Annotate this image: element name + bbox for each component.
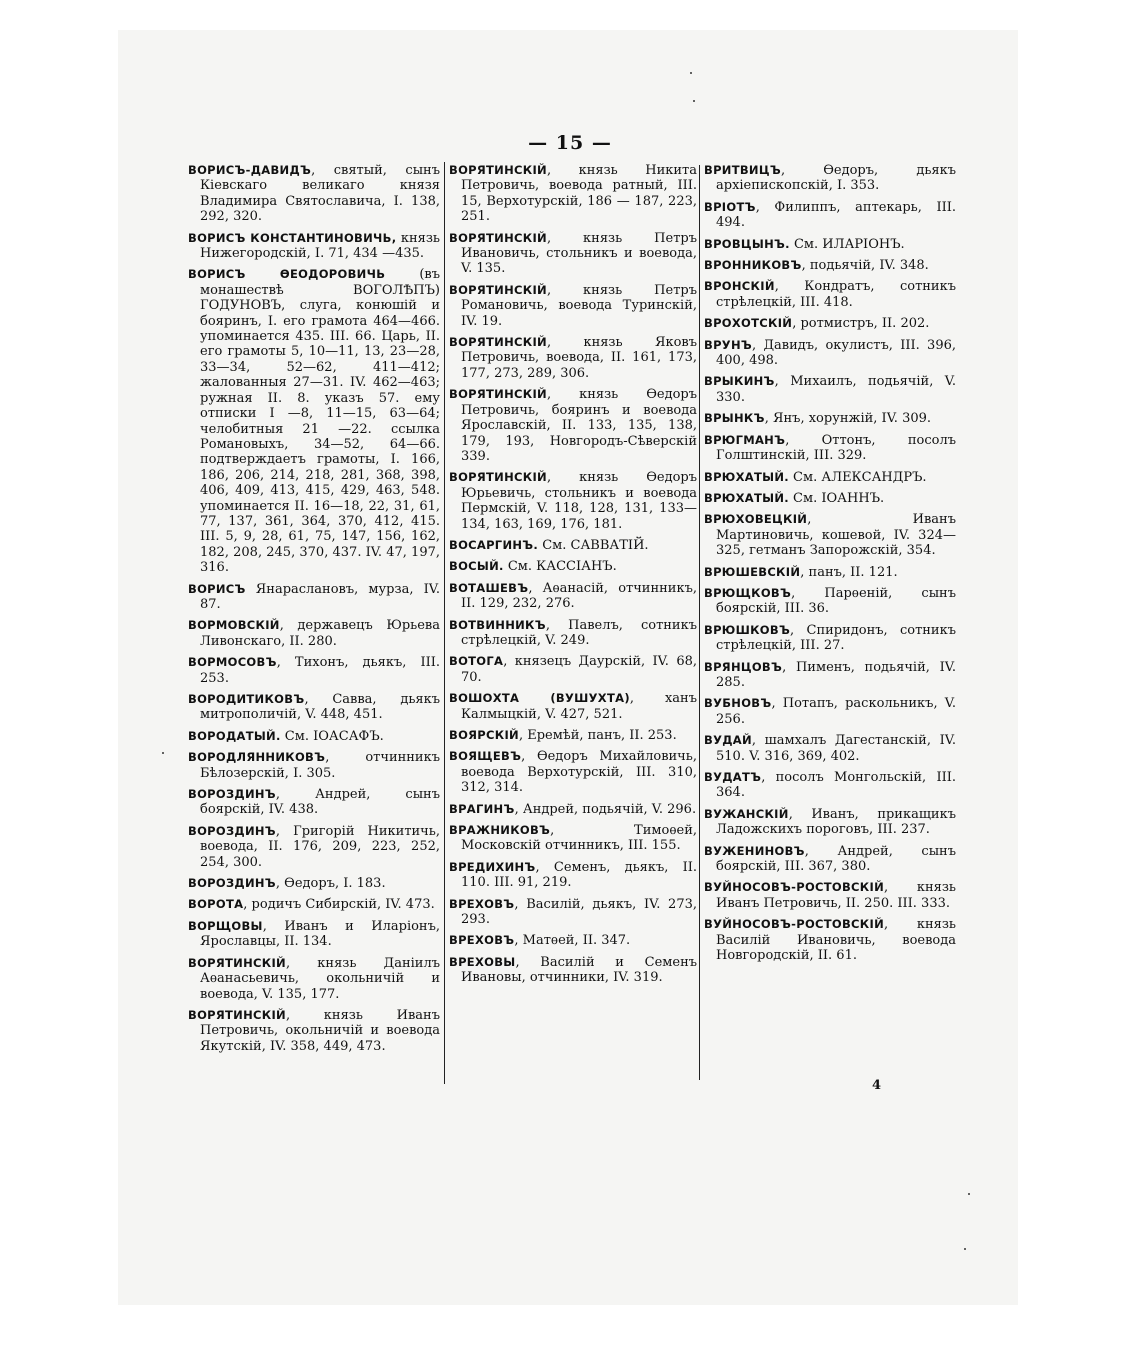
- entry-headword: ВРЯНЦОВЪ: [704, 659, 783, 674]
- index-entry: [188, 750, 440, 781]
- entry-headword: ВОСЫЙ.: [449, 559, 504, 574]
- entry-text: См. ИЛАРІОНЪ.: [789, 236, 905, 252]
- index-entry: [704, 433, 956, 464]
- index-entry: [704, 163, 956, 194]
- entry-headword: ВУБНОВЪ: [704, 696, 772, 711]
- entry-text: (въ монашествѣ ВОГОЛѢПЪ) ГОДУНОВЪ, слуга, конюшій и бояринъ, I. его грамота 464—466. упоминается 435. III. 66. Царь, II. его грамоты 5, 10—11, 13, 23—28, 33—34, 52—62, 411—412; жалованныя 27—31. IV. 462—463; ружная II. 8. указъ 57. ему отписки I —8, 11—15, 63—64; челобитныя 21 —22. ссылка Романовыхъ, 34—52, 64—66. подтверждаетъ грамоты, I. 166, 186, 206, 214, 218, 281, 368, 398, 406, 409, 413, 415, 429, 463, 548. упоминается II. 16—18, 22, 31, 61, 77, 137, 361, 364, 370, 412, 415. III. 5, 9, 28, 61, 75, 147, 156, 162, 182, 208, 245, 370, 437. IV. 47, 197, 316.: [200, 267, 440, 576]
- entry-headword: ВОРЯТИНСКІЙ: [449, 230, 547, 245]
- index-entry: [188, 231, 440, 262]
- entry-headword: ВРОВЦЫНЪ.: [704, 236, 790, 251]
- entry-text: , ханъ Калмыцкій, V. 427, 521.: [461, 691, 697, 722]
- entry-headword: ВОРИСЪ: [188, 581, 246, 596]
- entry-text: , посолъ Монгольскій, III. 364.: [716, 770, 956, 801]
- index-entry: [188, 655, 440, 686]
- index-column-2: [449, 163, 697, 992]
- entry-headword: ВУДАТЪ: [704, 770, 762, 784]
- entry-headword: ВРЫКИНЪ: [704, 374, 775, 389]
- index-entry: [704, 316, 956, 331]
- index-entry: [188, 618, 440, 649]
- entry-text: , князь Ѳедоръ Юрьевичь, стольникъ и воевода Пермскій, V. 118, 128, 131, 133—134, 163, 169, 176, 181.: [461, 470, 697, 532]
- entry-text: , князь Василій Ивановичь, воевода Новгородскій, II. 61.: [716, 917, 956, 964]
- entry-text: князь Нижегородскій, I. 71, 434 —435.: [200, 230, 440, 262]
- entry-text: , Андрей, сынъ боярскій, III. 367, 380.: [716, 843, 956, 875]
- index-entry: [188, 787, 440, 818]
- entry-text: , Парѳеній, сынъ боярскій, III. 36.: [716, 585, 956, 617]
- entry-text: , Ѳедоръ, I. 183.: [275, 876, 386, 892]
- index-entry: [188, 824, 440, 870]
- entry-headword: ВРОННИКОВЪ: [704, 258, 802, 273]
- index-entry: [704, 733, 956, 764]
- entry-text: , Семенъ, дьякъ, II. 110. III. 91, 219.: [461, 859, 697, 891]
- entry-text: , Ѳедоръ Михайловичь, воевода Верхотурскій, III. 310, 312, 314.: [461, 749, 697, 796]
- print-speck: [690, 72, 692, 74]
- entry-text: , Тимоѳей, Московскій отчинникъ, III. 155.: [461, 823, 697, 854]
- entry-text: , Иванъ Мартиновичь, кошевой, IV. 324—325, гетманъ Запорожскій, 354.: [716, 512, 956, 559]
- print-speck: [693, 100, 695, 102]
- entry-headword: ВОРОДЛЯННИКОВЪ: [188, 750, 326, 765]
- index-entry: [449, 823, 697, 854]
- entry-text: , князь Яковъ Петровичь, воевода, II. 161, 173, 177, 273, 289, 306.: [461, 335, 697, 381]
- entry-text: , Давидъ, окулистъ, III. 396, 400, 498.: [716, 337, 956, 369]
- print-speck: [964, 1248, 966, 1250]
- index-entry: [449, 955, 697, 986]
- entry-headword: ВОРЯТИНСКІЙ: [449, 335, 547, 350]
- entry-text: , князь Никита Петровичь, воевода ратный, III. 15, Верхотурскій, 186 — 187, 223, 251.: [461, 163, 697, 225]
- index-entry: [704, 660, 956, 691]
- entry-text: , Андрей, сынъ боярскій, IV. 438.: [200, 787, 440, 818]
- entry-headword: ВОРЯТИНСКІЙ: [188, 955, 286, 970]
- entry-headword: ВОШОХТА (ВУШУХТА): [449, 691, 630, 706]
- entry-text: , святый, сынъ Кіевскаго великаго князя Владимира Святославича, I. 138, 292, 320.: [200, 163, 440, 225]
- entry-headword: ВРЕХОВЪ: [449, 933, 515, 948]
- index-entry: [704, 844, 956, 875]
- index-entry: [704, 623, 956, 654]
- entry-text: , Григорій Никитичь, воевода, II. 176, 209, 223, 252, 254, 300.: [200, 823, 440, 870]
- entry-text: , Савва, дьякъ митрополичій, V. 448, 451.: [200, 692, 440, 723]
- index-entry: [704, 586, 956, 617]
- entry-text: Янараслановъ, мурза, IV. 87.: [200, 581, 440, 612]
- column-rule: [699, 165, 700, 1080]
- index-entry: [449, 163, 697, 225]
- index-entry: [188, 919, 440, 950]
- index-entry: [704, 338, 956, 369]
- index-entry: [449, 581, 697, 612]
- entry-text: , Андрей, подьячій, V. 296.: [514, 801, 697, 817]
- index-entry: [449, 231, 697, 277]
- entry-headword: ВУЖАНСКІЙ: [704, 806, 789, 821]
- entry-text: , князь Петръ Ивановичь, стольникъ и воевода, V. 135.: [461, 230, 697, 277]
- entry-headword: ВУДАЙ: [704, 733, 752, 748]
- entry-headword: ВРЮЩКОВЪ: [704, 585, 792, 600]
- entry-headword: ВУЖЕНИНОВЪ: [704, 843, 805, 858]
- entry-headword: ВРІОТЪ: [704, 199, 756, 214]
- entry-text: , подьячій, IV. 348.: [801, 258, 929, 274]
- index-entry: [704, 807, 956, 838]
- index-entry: [449, 691, 697, 722]
- index-entry: [704, 880, 956, 911]
- index-entry: [704, 237, 956, 252]
- entry-text: , князь Иванъ Петровичь, II. 250. III. 333.: [716, 880, 956, 911]
- index-entry: [188, 729, 440, 744]
- index-entry: [704, 411, 956, 426]
- entry-text: , Потапъ, раскольникъ, V. 256.: [716, 696, 956, 727]
- entry-headword: ВОЯРСКІЙ: [449, 728, 519, 742]
- entry-headword: ВРЫНКЪ: [704, 411, 765, 426]
- entry-headword: ВОТАШЕВЪ: [449, 580, 529, 595]
- entry-text: , отчинникъ Бѣлозерскій, I. 305.: [200, 750, 440, 781]
- entry-text: , Тихонъ, дьякъ, III. 253.: [200, 655, 440, 686]
- index-column-3: [704, 163, 956, 969]
- entry-text: , Ѳедоръ, дьякъ архіепископскій, I. 353.: [716, 163, 956, 194]
- entry-text: , князь Ѳедоръ Петровичь, бояринъ и воевода Ярославскій, II. 133, 135, 138, 179, 193, Новгородъ-Сѣверскій 339.: [461, 387, 697, 464]
- entry-headword: ВРИТВИЦЪ: [704, 163, 781, 177]
- entry-headword: ВРОХОТСКІЙ: [704, 316, 793, 331]
- entry-text: , Филиппъ, аптекарь, III. 494.: [716, 199, 956, 231]
- entry-headword: ВОРЯТИНСКІЙ: [188, 1007, 286, 1022]
- print-speck: [162, 752, 164, 754]
- index-entry: [704, 917, 956, 963]
- index-entry: [188, 692, 440, 723]
- entry-headword: ВОРЯТИНСКІЙ: [449, 163, 547, 177]
- entry-headword: ВОРОЗДИНЪ: [188, 787, 276, 802]
- entry-headword: ВРЮШЕВСКІЙ: [704, 564, 801, 579]
- entry-text: , Спиридонъ, сотникъ стрѣлецкій, III. 27.: [716, 622, 956, 654]
- index-entry: [704, 696, 956, 727]
- entry-text: , Еремѣй, панъ, II. 253.: [518, 728, 677, 743]
- entry-text: , державецъ Юрьева Ливонскаго, II. 280.: [200, 618, 440, 649]
- index-entry: [449, 749, 697, 795]
- entry-text: См. АЛЕКСАНДРЪ.: [788, 469, 927, 485]
- index-entry: [449, 470, 697, 532]
- index-entry: [188, 876, 440, 891]
- entry-text: , Оттонъ, посолъ Голштинскій, III. 329.: [716, 432, 956, 464]
- print-speck: [968, 1193, 970, 1195]
- index-entry: [188, 956, 440, 1002]
- entry-text: , родичъ Сибирскій, IV. 473.: [243, 897, 435, 913]
- entry-headword: ВРЕДИХИНЪ: [449, 859, 536, 874]
- entry-headword: ВОТВИННИКЪ: [449, 617, 546, 632]
- index-entry: [449, 860, 697, 891]
- entry-headword: ВРАГИНЪ: [449, 801, 515, 816]
- index-entry: [449, 283, 697, 329]
- entry-headword: ВОРОЗДИНЪ: [188, 823, 276, 838]
- entry-headword: ВРАЖНИКОВЪ: [449, 823, 551, 838]
- index-entry: [704, 770, 956, 801]
- entry-text: , Михаилъ, подьячій, V. 330.: [716, 374, 956, 405]
- entry-headword: ВОРЯТИНСКІЙ: [449, 470, 547, 485]
- entry-text: , ротмистръ, II. 202.: [792, 316, 930, 332]
- index-entry: [449, 728, 697, 743]
- signature-mark: 4: [872, 1078, 882, 1093]
- index-entry: [704, 258, 956, 273]
- index-entry: [449, 654, 697, 685]
- index-entry: [704, 512, 956, 558]
- entry-headword: ВОСАРГИНЪ.: [449, 537, 539, 552]
- entry-text: См. КАССІАНЪ.: [503, 559, 617, 575]
- entry-headword: ВУЙНОСОВЪ-РОСТОВСКІЙ: [704, 917, 884, 932]
- entry-text: , Кондратъ, сотникъ стрѣлецкій, III. 418.: [716, 279, 956, 310]
- entry-text: , князь Иванъ Петровичь, окольничій и воевода Якутскій, IV. 358, 449, 473.: [200, 1007, 440, 1054]
- entry-headword: ВУЙНОСОВЪ-РОСТОВСКІЙ: [704, 880, 884, 895]
- entry-headword: ВРЕХОВЪ: [449, 896, 515, 911]
- entry-headword: ВРЮХАТЫЙ.: [704, 490, 789, 505]
- entry-text: , князь Даніилъ Аѳанасьевичь, окольничій и воевода, V. 135, 177.: [200, 955, 440, 1002]
- entry-headword: ВРЮГМАНЪ: [704, 432, 786, 447]
- entry-text: , Матѳей, II. 347.: [514, 933, 631, 949]
- entry-headword: ВОТОГА: [449, 654, 504, 669]
- entry-text: , князецъ Даурскій, IV. 68, 70.: [461, 654, 697, 685]
- entry-headword: ВОРМОСОВЪ: [188, 655, 277, 670]
- index-entry: [449, 802, 697, 817]
- index-entry: [188, 267, 440, 575]
- entry-headword: ВОРОДАТЫЙ.: [188, 728, 281, 743]
- entry-headword: ВРЮХАТЫЙ.: [704, 469, 789, 484]
- entry-headword: ВОРИСЪ КОНСТАНТИНОВИЧЬ,: [188, 230, 397, 245]
- index-entry: [188, 897, 440, 912]
- index-entry: [188, 582, 440, 613]
- entry-headword: ВРЮШКОВЪ: [704, 622, 791, 637]
- entry-headword: ВОРЩОВЫ: [188, 918, 263, 933]
- entry-headword: ВРОНСКІЙ: [704, 279, 775, 294]
- index-entry: [449, 933, 697, 948]
- index-entry: [704, 565, 956, 580]
- entry-headword: ВОРЯТИНСКІЙ: [449, 387, 547, 402]
- index-entry: [704, 491, 956, 506]
- entry-text: , Иванъ и Иларіонъ, Ярославцы, II. 134.: [200, 918, 440, 950]
- entry-text: , Василій и Семенъ Ивановы, отчинники, IV. 319.: [461, 954, 697, 986]
- entry-headword: ВРЕХОВЫ: [449, 954, 516, 969]
- page-number: — 15 —: [528, 132, 612, 154]
- index-entry: [188, 1008, 440, 1054]
- entry-text: , князь Петръ Романовичь, воевода Туринскій, IV. 19.: [461, 282, 697, 329]
- entry-text: См. ІОАСАФЪ.: [280, 728, 384, 744]
- entry-headword: ВРУНЪ: [704, 337, 752, 352]
- index-entry: [449, 335, 697, 381]
- index-entry: [704, 200, 956, 231]
- index-entry: [449, 559, 697, 574]
- index-entry: [704, 279, 956, 310]
- entry-headword: ВОРИСЪ-ДАВИДЪ: [188, 163, 312, 177]
- index-entry: [449, 618, 697, 649]
- column-rule: [444, 162, 445, 1084]
- index-entry: [449, 897, 697, 928]
- index-entry: [704, 374, 956, 405]
- index-entry: [449, 538, 697, 553]
- entry-headword: ВОРЯТИНСКІЙ: [449, 282, 547, 297]
- entry-text: , Иванъ, прикащикъ Ладожскихъ пороговъ, III. 237.: [716, 806, 956, 838]
- index-entry: [188, 163, 440, 225]
- entry-text: , Павелъ, сотникъ стрѣлецкій, V. 249.: [461, 617, 697, 648]
- index-entry: [704, 470, 956, 485]
- entry-text: См. ІОАННЪ.: [788, 490, 885, 506]
- entry-text: , Пименъ, подьячій, IV. 285.: [716, 659, 956, 690]
- entry-text: , Янъ, хорунжій, IV. 309.: [764, 411, 932, 427]
- index-column-1: [188, 163, 440, 1060]
- entry-text: , панъ, II. 121.: [800, 564, 898, 580]
- entry-headword: ВОРОЗДИНЪ: [188, 876, 276, 891]
- index-entry: [449, 387, 697, 464]
- entry-headword: ВОРОТА: [188, 897, 244, 912]
- entry-headword: ВОРИСЪ ѲЕОДОРОВИЧЬ: [188, 267, 386, 282]
- entry-text: , Василій, дьякъ, IV. 273, 293.: [461, 896, 697, 928]
- entry-text: , шамхалъ Дагестанскій, IV. 510. V. 316, 369, 402.: [716, 733, 956, 764]
- entry-headword: ВРЮХОВЕЦКІЙ: [704, 512, 808, 527]
- entry-headword: ВОЯЩЕВЪ: [449, 749, 522, 764]
- entry-headword: ВОРОДИТИКОВЪ: [188, 692, 305, 706]
- entry-text: , Аѳанасій, отчинникъ, II. 129, 232, 276.: [461, 580, 697, 612]
- entry-text: См. САВВАТІЙ.: [538, 537, 649, 553]
- entry-headword: ВОРМОВСКІЙ: [188, 618, 280, 633]
